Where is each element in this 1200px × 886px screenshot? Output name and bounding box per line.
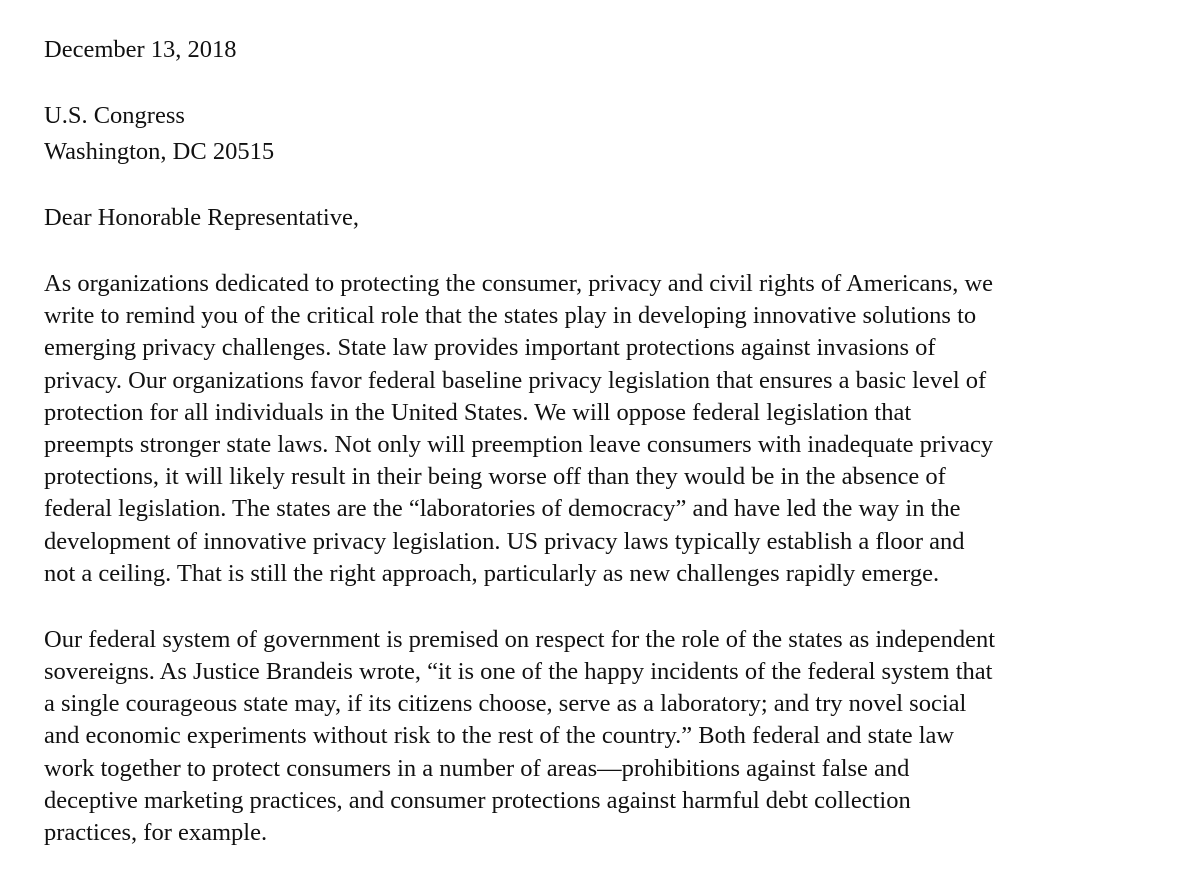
paragraph-line: and economic experiments without risk to the rest of the country.” Both federal and state law	[44, 722, 955, 749]
paragraph-line: write to remind you of the critical role that the states play in developing innovative solutions to	[44, 302, 977, 329]
paragraph-line: protection for all individuals in the United States. We will oppose federal legislation that	[44, 399, 912, 426]
paragraph-line: Our federal system of government is premised on respect for the role of the states as independent	[44, 626, 996, 653]
salutation: Dear Honorable Representative,	[44, 204, 359, 231]
paragraph-line: preempts stronger state laws. Not only will preemption leave consumers with inadequate privacy	[44, 431, 994, 458]
paragraph-line: protections, it will likely result in their being worse off than they would be in the absence of	[44, 463, 946, 490]
paragraph-line: federal legislation. The states are the “laboratories of democracy” and have led the way in the	[44, 495, 961, 522]
paragraph-line: practices, for example.	[44, 819, 268, 846]
letter-date: December 13, 2018	[44, 36, 237, 63]
paragraph-line: emerging privacy challenges. State law provides important protections against invasions of	[44, 334, 936, 361]
paragraph-line: work together to protect consumers in a number of areas—prohibitions against false and	[44, 755, 910, 782]
paragraph-line: privacy. Our organizations favor federal baseline privacy legislation that ensures a basic level of	[44, 367, 987, 394]
paragraph-line: As organizations dedicated to protecting the consumer, privacy and civil rights of Americans, we	[44, 270, 994, 297]
paragraph-line: not a ceiling. That is still the right approach, particularly as new challenges rapidly emerge.	[44, 560, 940, 587]
recipient-line-2: Washington, DC 20515	[44, 138, 275, 165]
paragraph-line: a single courageous state may, if its citizens choose, serve as a laboratory; and try novel social	[44, 690, 967, 717]
paragraph-line: development of innovative privacy legislation. US privacy laws typically establish a floor and	[44, 528, 965, 555]
paragraph-line: sovereigns. As Justice Brandeis wrote, “it is one of the happy incidents of the federal system that	[44, 658, 993, 685]
recipient-line-1: U.S. Congress	[44, 102, 185, 129]
paragraph-line: deceptive marketing practices, and consumer protections against harmful debt collection	[44, 787, 911, 814]
